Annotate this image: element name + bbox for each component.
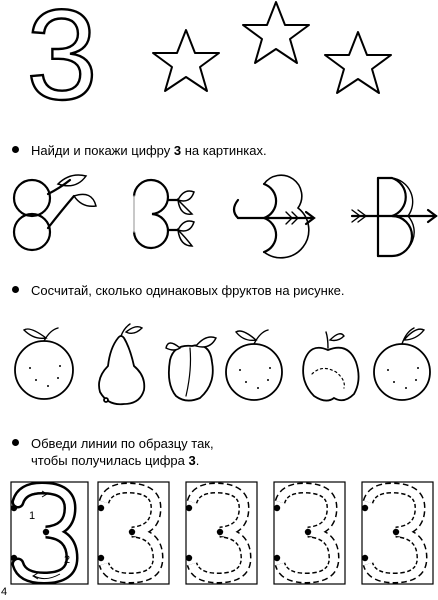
- bullet-icon: [12, 286, 19, 293]
- orange-icon: [15, 328, 73, 399]
- task-find-text-after: на картинках.: [181, 143, 267, 158]
- bullet-icon: [12, 146, 19, 153]
- arrow-three-picture: [352, 178, 436, 256]
- bow-arrow-picture: [234, 175, 314, 258]
- task-find-text-before: Найди и покажи цифру: [31, 143, 174, 158]
- orange-icon: [226, 330, 282, 400]
- page-number: 4: [1, 586, 8, 598]
- trace-practice-box[interactable]: [274, 482, 345, 584]
- trace-step-1-label: 1: [29, 510, 36, 522]
- apricot-icon: [166, 337, 216, 401]
- star-icon: [325, 32, 391, 93]
- fruits-row: [0, 318, 438, 410]
- task-find-digit: [12, 143, 267, 159]
- trace-start-dot: [362, 505, 368, 511]
- task-trace: [12, 436, 214, 452]
- task-trace-line2-text: чтобы получилась цифра: [31, 453, 189, 468]
- big-digit-three-svg: [22, 0, 102, 127]
- trace-start-dot: [393, 529, 399, 535]
- big-digit-three: [22, 0, 102, 127]
- trace-panel: [0, 478, 438, 588]
- trace-start-dot: [98, 555, 104, 561]
- trace-practice-box[interactable]: [186, 482, 257, 584]
- leaves-picture: [134, 180, 194, 248]
- trace-start-dot: [129, 529, 135, 535]
- trace-start-dot: [274, 505, 280, 511]
- trace-start-dot: [274, 555, 280, 561]
- task-trace-digit-bold: 3: [188, 453, 196, 468]
- task-find-digit-bold: 3: [173, 143, 182, 158]
- task-trace-line2-end: .: [195, 453, 200, 468]
- trace-start-dot: [98, 505, 104, 511]
- trace-step-2-label: 2: [64, 554, 71, 566]
- task-count-fruits: [12, 283, 345, 299]
- cherries-picture: [14, 175, 96, 250]
- svg-text:3: 3: [26, 0, 98, 127]
- task-trace-line2: [31, 453, 199, 468]
- trace-practice-box[interactable]: [362, 482, 433, 584]
- trace-start-dot: [362, 555, 368, 561]
- stars-row: [150, 2, 402, 112]
- star-icon: [153, 30, 219, 91]
- trace-sample-box: [11, 482, 88, 584]
- hidden-three-pictures: [0, 170, 438, 260]
- apple-icon: [303, 332, 358, 401]
- trace-start-dot: [305, 529, 311, 535]
- pear-icon: [99, 324, 144, 404]
- star-icon: [243, 2, 309, 63]
- trace-start-dot: [186, 505, 192, 511]
- orange-icon: [374, 328, 430, 400]
- trace-practice-boxes: [98, 482, 433, 584]
- trace-practice-box[interactable]: [98, 482, 169, 584]
- trace-start-dot: [186, 555, 192, 561]
- task-trace-line1: Обведи линии по образцу так,: [31, 436, 214, 451]
- bullet-icon: [12, 439, 19, 446]
- trace-start-dot: [217, 529, 223, 535]
- task-count-text: Сосчитай, сколько одинаковых фруктов на рисунке.: [31, 283, 345, 298]
